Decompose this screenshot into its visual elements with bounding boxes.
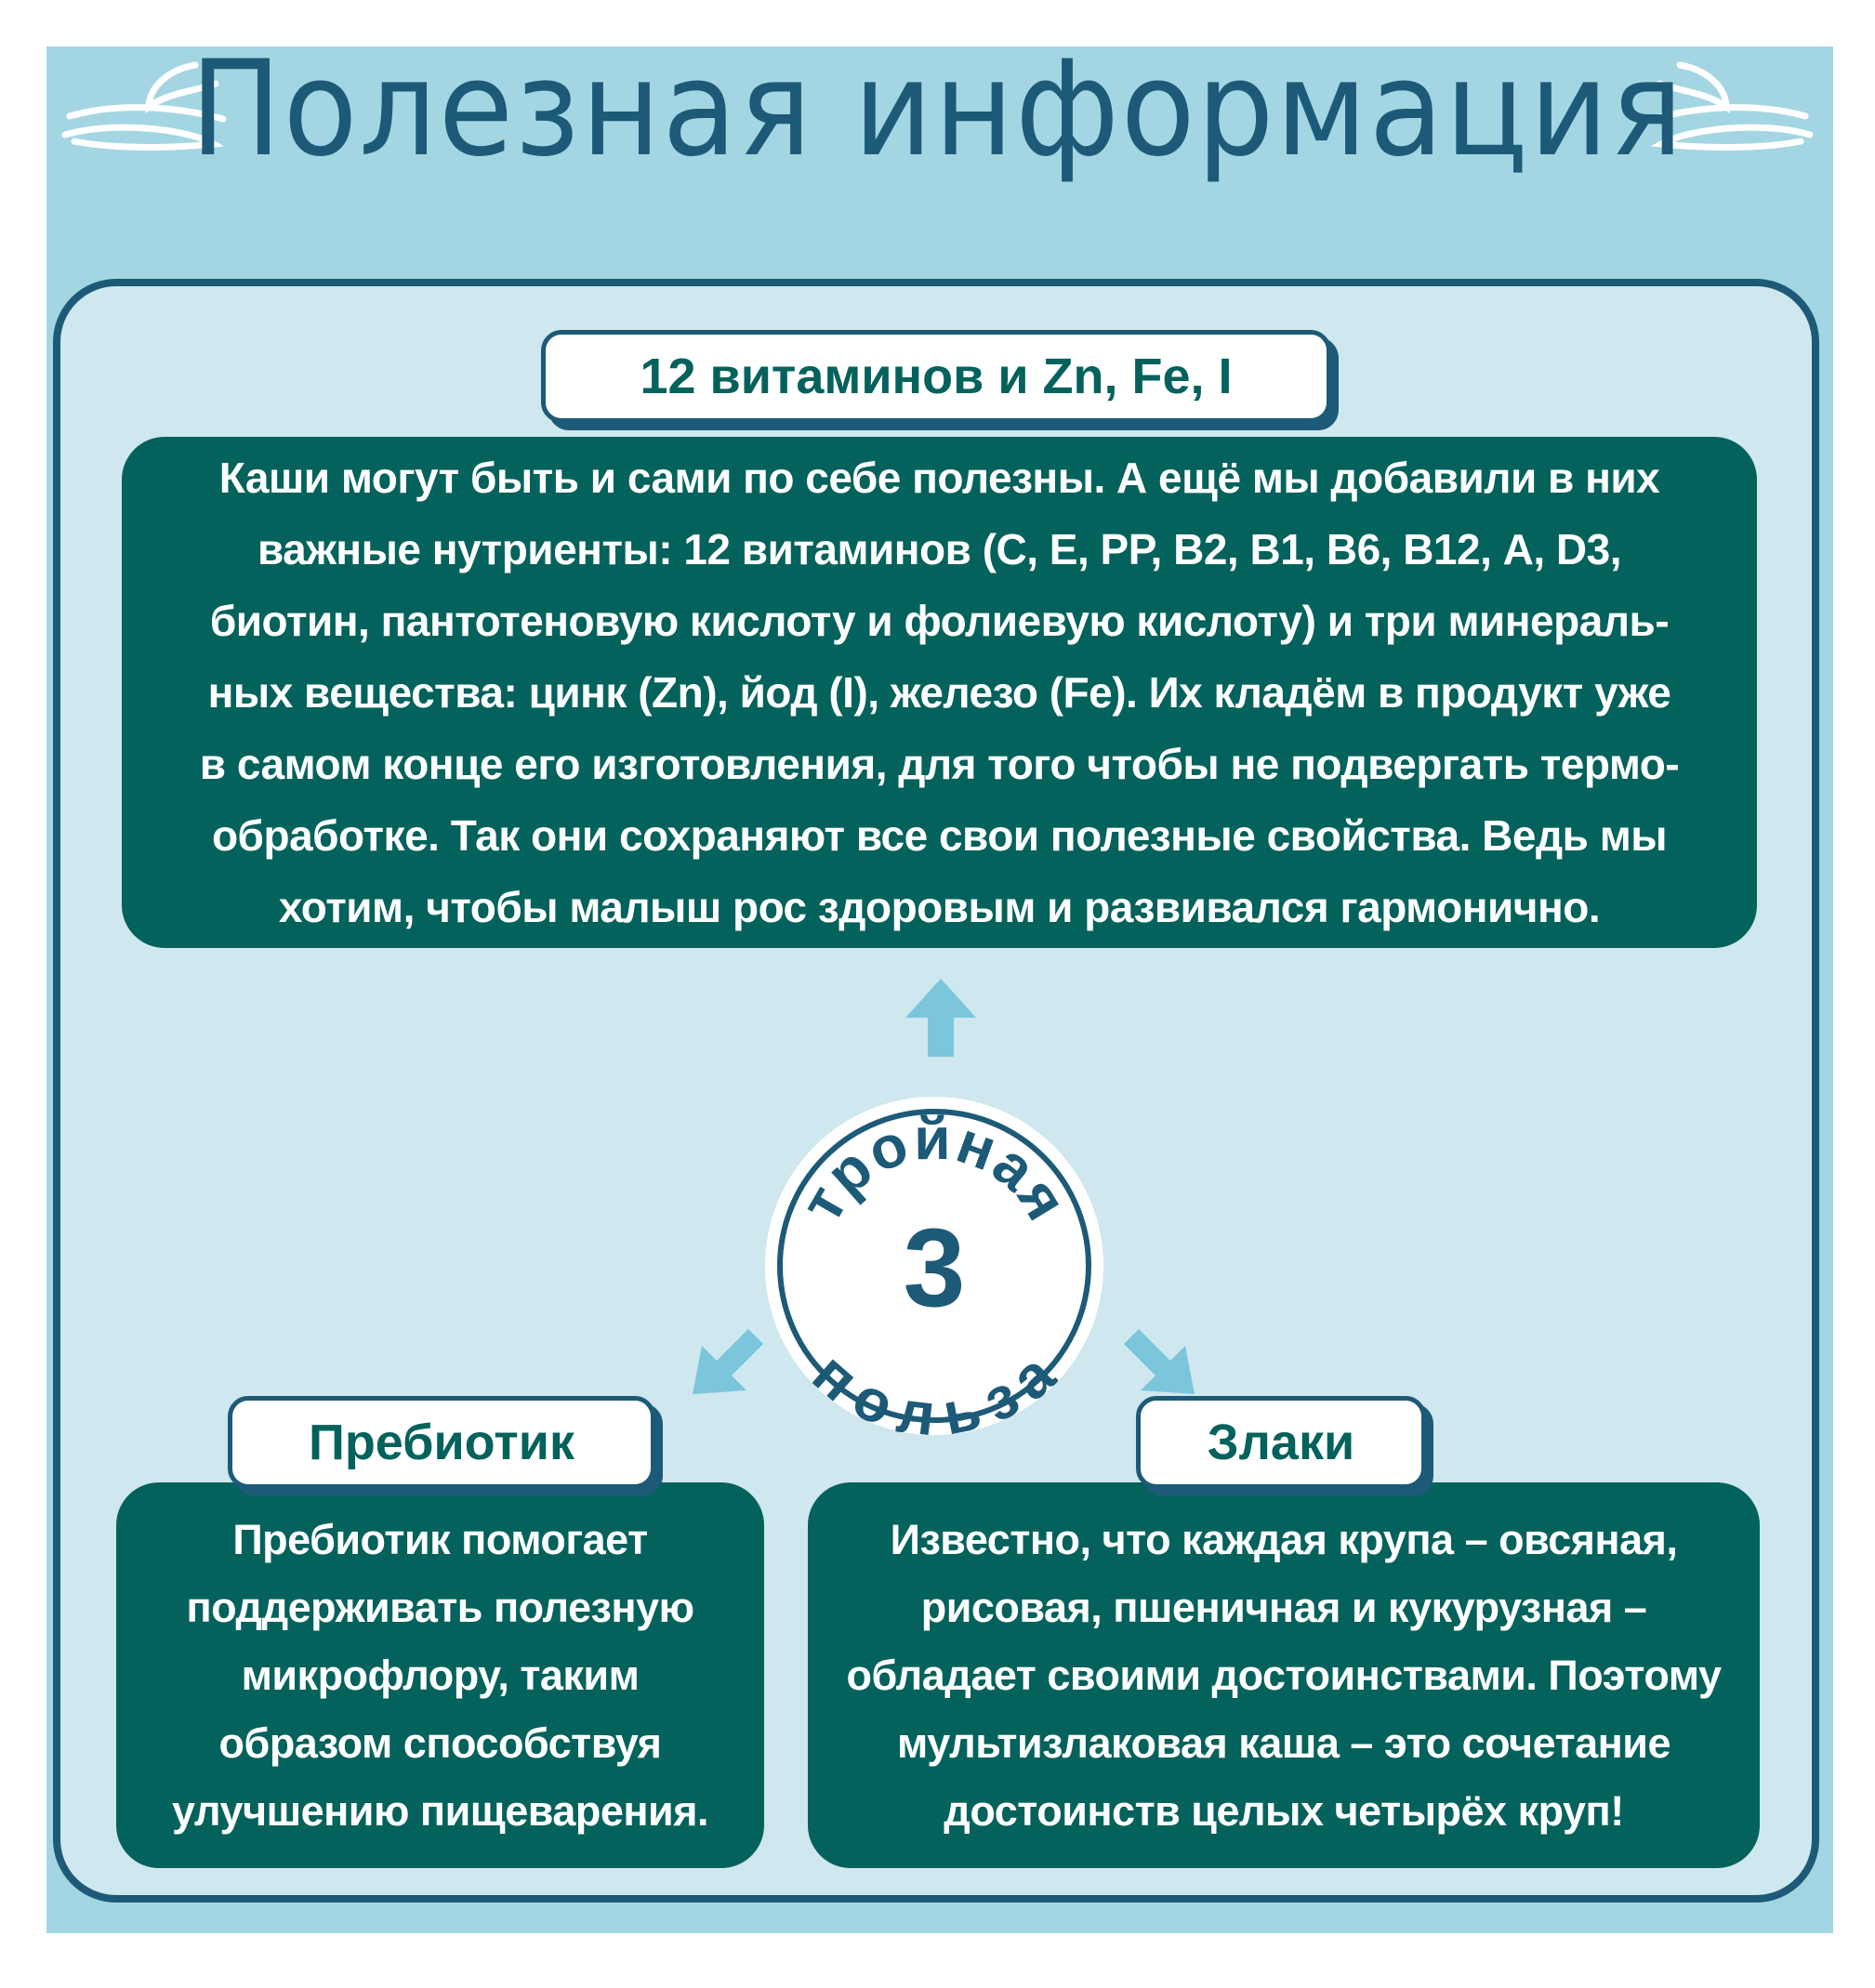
prebiotic-line: поддерживать полезную: [186, 1584, 694, 1631]
grains-label: Злаки: [1136, 1396, 1426, 1489]
arrow-up-icon: [894, 971, 987, 1064]
prebiotic-line: микрофлору, таким: [241, 1652, 640, 1699]
arrow-down-right-icon: [1111, 1310, 1204, 1403]
prebiotic-label: Пребиотик: [228, 1396, 655, 1489]
badge-bottom-word: польза: [800, 1339, 1069, 1442]
vitamins-line: важные нутриенты: 12 витаминов (С, Е, РР, В2, В1, В6, В12, А, D3,: [257, 524, 1622, 573]
vitamins-line: хотим, чтобы малыш рос здоровым и развивался гармонично.: [278, 882, 1601, 931]
grains-line: Известно, что каждая крупа – овсяная,: [890, 1516, 1678, 1563]
grains-line: обладает своими достоинствами. Поэтому: [846, 1652, 1722, 1699]
vitamins-line: ных вещества: цинк (Zn), йод (I), железо (Fe). Их кладём в продукт уже: [207, 667, 1671, 717]
grains-card: [808, 1482, 1760, 1868]
vitamins-card: [122, 437, 1757, 948]
prebiotic-line: Пребиотик помогает: [232, 1516, 648, 1563]
vitamins-line: обработке. Так они сохраняют все свои полезные свойства. Ведь мы: [211, 810, 1668, 860]
grains-line: достоинств целых четырёх круп!: [944, 1787, 1624, 1835]
page-title: Полезная информация: [190, 33, 1685, 186]
prebiotic-text: [172, 1506, 708, 1845]
badge-top-word: тройная: [786, 1104, 1081, 1233]
triple-benefit-badge: [758, 1089, 1111, 1442]
grains-line: рисовая, пшеничная и кукурузная –: [920, 1584, 1647, 1631]
prebiotic-card: [116, 1482, 764, 1868]
prebiotic-line: образом способствуя: [218, 1719, 662, 1767]
badge-number: 3: [903, 1205, 966, 1330]
prebiotic-line: улучшению пищеварения.: [172, 1787, 708, 1835]
vitamins-label: 12 витаминов и Zn, Fe, I: [541, 330, 1331, 423]
vitamins-line: в самом конце его изготовления, для того чтобы не подвергать термо-: [199, 739, 1680, 788]
vitamins-text: [200, 442, 1679, 943]
grains-line: мультизлаковая каша – это сочетание: [897, 1719, 1670, 1767]
vitamins-line: биотин, пантотеновую кислоту и фолиевую кислоту) и три минераль-: [209, 596, 1670, 645]
grains-text: [847, 1506, 1722, 1845]
vitamins-line: Каши могут быть и сами по себе полезны. А ещё мы добавили в них: [218, 453, 1660, 502]
